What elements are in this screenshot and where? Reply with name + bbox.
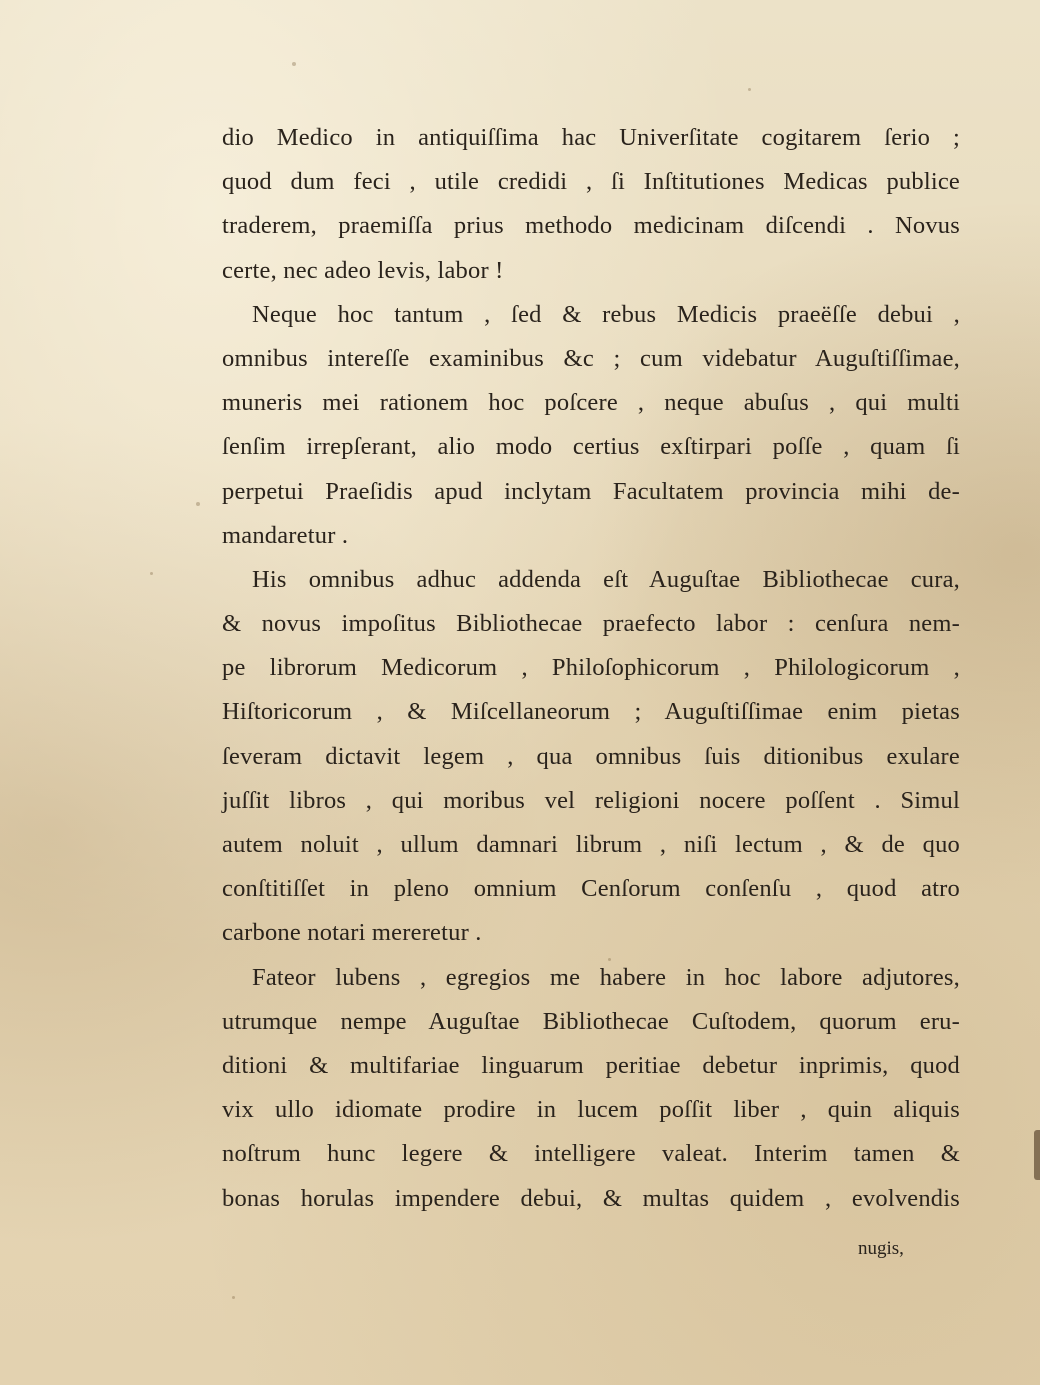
paper-stain [748,88,751,91]
text-line: Hiſtoricorum , & Miſcellaneorum ; Auguſtiſſimae enim pietas [222,698,960,726]
text-line: & novus impoſitus Bibliothecae praefecto labor : cenſura nem- [222,610,960,638]
text-line: carbone notari mereretur . [222,919,482,947]
text-line: Fateor lubens , egregios me habere in hoc labore adjutores, [252,963,960,991]
body-text [222,116,960,1221]
page-edge [1034,1130,1040,1180]
text-line: conſtitiſſet in pleno omnium Cenſorum conſenſu , quod atro [222,875,960,903]
text-line: ſenſim irrepſerant, alio modo certius exſtirpari poſſe , quam ſi [222,433,960,461]
text-line: vix ullo idiomate prodire in lucem poſſit liber , quin aliquis [222,1096,960,1124]
paragraph-2 [222,293,960,558]
text-line: quod dum feci , utile credidi , ſi Inſtitutiones Medicas publice [222,168,960,196]
paragraph-1 [222,116,960,293]
paper-stain [292,62,296,66]
text-line: certe, nec adeo levis, labor ! [222,256,504,284]
text-line: omnibus intereſſe examinibus &c ; cum videbatur Auguſtiſſimae, [222,344,960,372]
text-line: mandaretur . [222,521,349,549]
text-line: ditioni & multifariae linguarum peritiae debetur inprimis, quod [222,1051,960,1079]
text-line: ſeveram dictavit legem , qua omnibus ſuis ditionibus exulare [222,742,960,770]
text-line: His omnibus adhuc addenda eſt Auguſtae Bibliothecae cura, [252,565,960,593]
text-line: perpetui Praeſidis apud inclytam Facultatem provincia mihi de- [222,477,960,505]
paragraph-3 [222,558,960,956]
paper-stain [150,572,153,575]
text-line: Neque hoc tantum , ſed & rebus Medicis praeëſſe debui , [252,300,960,328]
text-line: pe librorum Medicorum , Philoſophicorum , Philologicorum , [222,654,960,682]
text-line: bonas horulas impendere debui, & multas quidem , evolvendis [222,1184,960,1212]
paper-stain [196,502,200,506]
paragraph-4 [222,956,960,1221]
paper-stain [232,1296,235,1299]
catchword: nugis, [858,1238,904,1259]
text-line: muneris mei rationem hoc poſcere , neque abuſus , qui multi [222,389,960,417]
text-line: traderem, praemiſſa prius methodo medicinam diſcendi . Novus [222,212,960,240]
text-line: utrumque nempe Auguſtae Bibliothecae Cuſtodem, quorum eru- [222,1007,960,1035]
text-line: noſtrum hunc legere & intelligere valeat. Interim tamen & [222,1140,960,1168]
text-line: dio Medico in antiquiſſima hac Univerſitate cogitarem ſerio ; [222,124,960,151]
text-line: juſſit libros , qui moribus vel religioni nocere poſſent . Simul [222,786,960,814]
text-line: autem noluit , ullum damnari librum , niſi lectum , & de quo [222,831,960,858]
